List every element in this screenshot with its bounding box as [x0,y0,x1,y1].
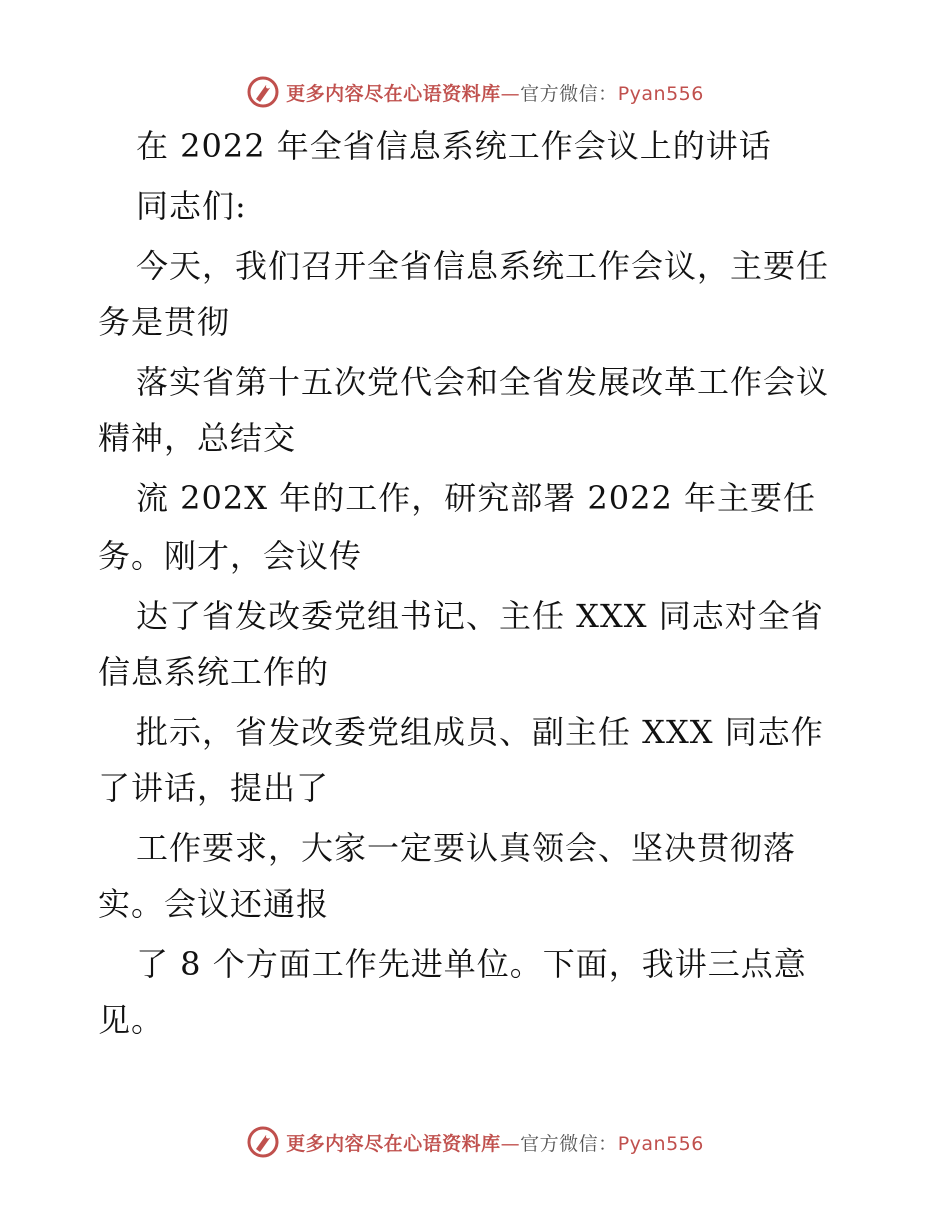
footer-watermark [0,1122,950,1162]
header-watermark [0,72,950,112]
watermark-label: 官方微信： [520,82,618,105]
body-line: 工作要求，大家一定要认真领会、坚决贯彻落 [136,829,797,867]
body-line: 达了省发改委党组书记、主任 XXX 同志对全省 [136,597,824,635]
watermark-dash: — [500,82,521,105]
watermark-main: 更多内容尽在心语资料库 [286,82,501,105]
pen-nib-circle-icon [246,75,280,109]
watermark-id: Pyan556 [617,1132,704,1155]
watermark-main: 更多内容尽在心语资料库 [286,1132,501,1155]
body-line: 见。 [98,1001,165,1039]
body-line: 精神，总结交 [98,419,297,457]
body-line: 了讲话，提出了 [98,769,330,807]
body-line: 落实省第十五次党代会和全省发展改革工作会议 [136,363,830,401]
body-line: 务是贯彻 [98,303,231,341]
watermark-label: 官方微信： [520,1132,618,1155]
watermark-dash: — [500,1132,521,1155]
document-title: 在 2022 年全省信息系统工作会议上的讲话 [136,127,772,165]
watermark-id: Pyan556 [617,82,704,105]
body-line: 今天，我们召开全省信息系统工作会议，主要任 [136,247,830,285]
body-line: 信息系统工作的 [98,653,330,691]
body-line: 务。刚才，会议传 [98,537,363,575]
body-line: 流 202X 年的工作，研究部署 2022 年主要任 [136,479,816,517]
body-line: 实。会议还通报 [98,885,330,923]
body-line: 了 8 个方面工作先进单位。下面，我讲三点意 [136,945,807,983]
pen-nib-circle-icon [246,1125,280,1159]
salutation: 同志们: [136,187,247,225]
watermark-text [286,79,704,106]
body-line: 批示，省发改委党组成员、副主任 XXX 同志作 [136,713,824,751]
watermark-text [286,1129,704,1156]
